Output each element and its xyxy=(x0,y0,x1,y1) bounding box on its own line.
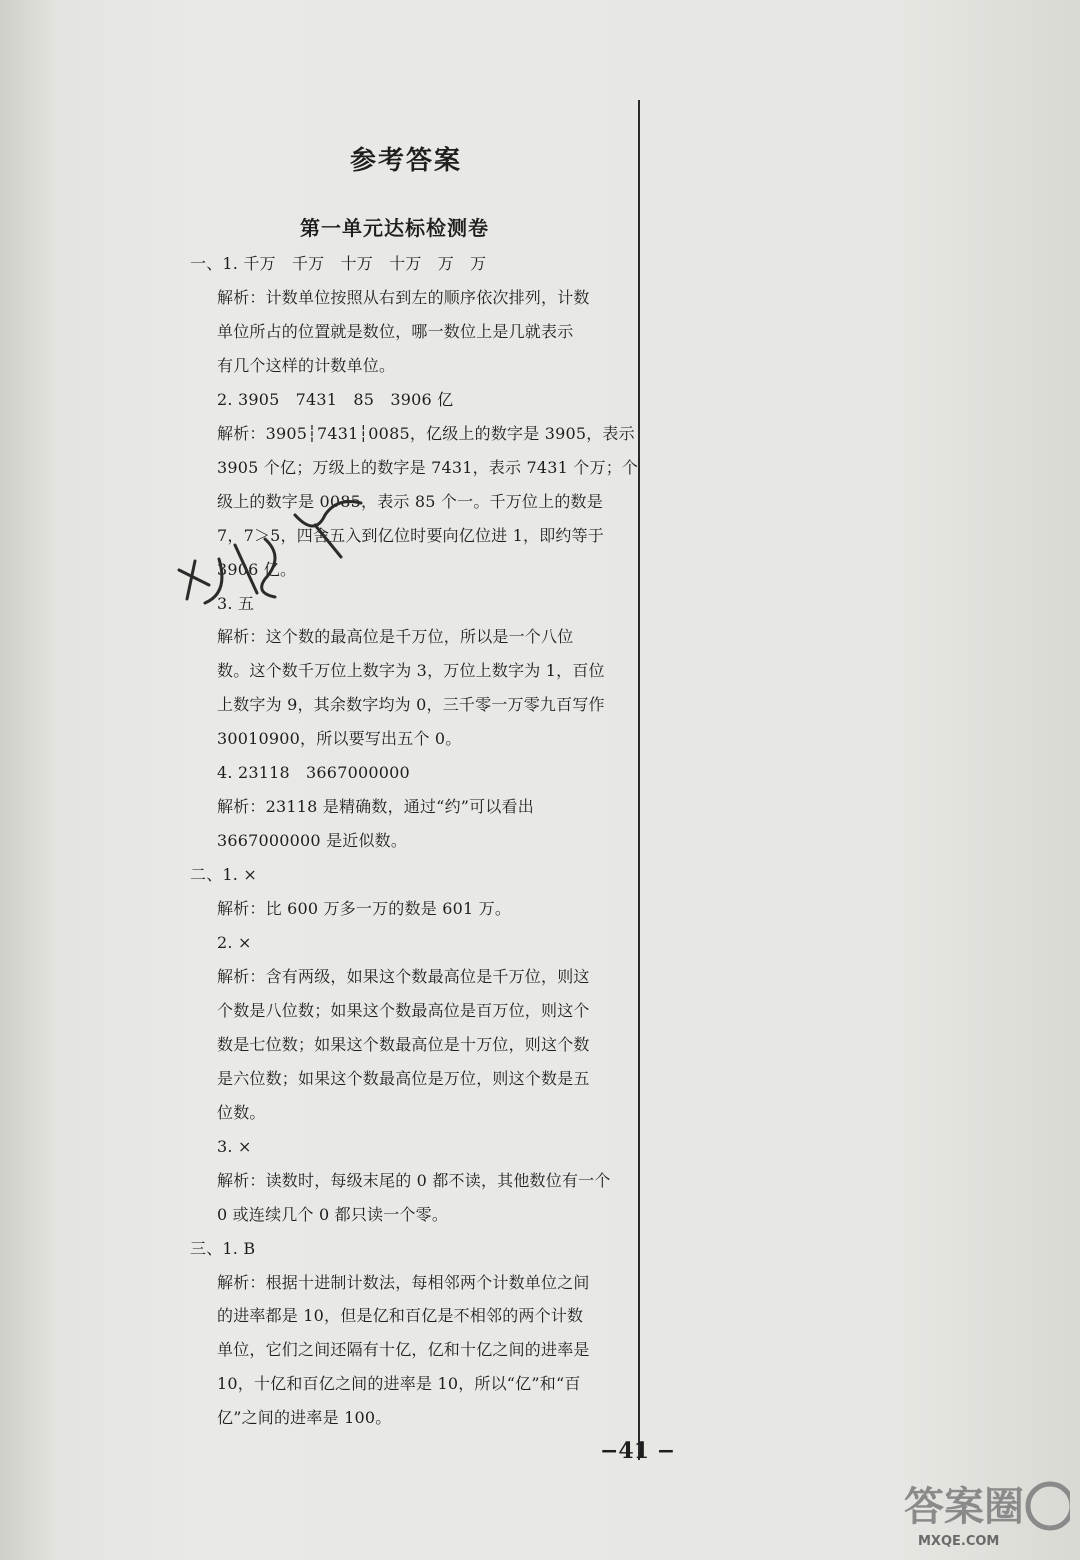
text-line: 是六位数；如果这个数最高位是万位，则这个数是五 xyxy=(217,1069,590,1088)
text-line: 位数。 xyxy=(217,1103,266,1122)
page-title: 参考答案 xyxy=(350,146,463,176)
handwriting-scribble xyxy=(165,475,395,615)
text-line: 3667000000 是近似数。 xyxy=(217,831,408,850)
text-line: 3905 个亿；万级上的数字是 7431，表示 7431 个万；个 xyxy=(217,458,639,477)
watermark-url: MXQE.COM xyxy=(918,1534,1000,1549)
text-line: 2. × xyxy=(217,933,252,952)
text-line: 10，十亿和百亿之间的进率是 10，所以“亿”和“百 xyxy=(217,1374,581,1393)
text-line: 亿”之间的进率是 100。 xyxy=(217,1408,392,1427)
text-line: 解析：计数单位按照从右到左的顺序依次排列，计数 xyxy=(217,288,590,307)
text-line: 2. 3905 7431 85 3906 亿 xyxy=(217,390,454,409)
text-line: 个数是八位数；如果这个数最高位是百万位，则这个 xyxy=(217,1001,590,1020)
unit-title: 第一单元达标检测卷 xyxy=(300,216,489,240)
text-line: 单位，它们之间还隔有十亿，亿和十亿之间的进率是 xyxy=(217,1340,590,1359)
text-line: 三、1. B xyxy=(190,1239,256,1258)
text-line: 7，7＞5，四舍五入到亿位时要向亿位进 1，即约等于 xyxy=(217,526,605,545)
text-line: 上数字为 9，其余数字均为 0，三千零一万零九百写作 xyxy=(217,695,605,714)
text-line: 3. 五 xyxy=(217,594,255,613)
text-line: 二、1. × xyxy=(190,865,257,884)
text-line: 一、1. 千万 千万 十万 十万 万 万 xyxy=(190,254,487,273)
text-line: 有几个这样的计数单位。 xyxy=(217,356,396,375)
text-line: 0 或连续几个 0 都只读一个零。 xyxy=(217,1205,449,1224)
svg-text:答案圈: 答案圈 xyxy=(904,1484,1024,1530)
text-line: 单位所占的位置就是数位，哪一数位上是几就表示 xyxy=(217,322,574,341)
text-line: 解析：这个数的最高位是千万位，所以是一个八位 xyxy=(217,627,574,646)
text-line: 级上的数字是 0085，表示 85 个一。千万位上的数是 xyxy=(217,492,603,511)
watermark-logo xyxy=(900,1480,1070,1536)
text-line: 3. × xyxy=(217,1137,252,1156)
text-line: 解析：3905┆7431┆0085，亿级上的数字是 3905，表示 xyxy=(217,424,635,443)
text-line: 解析：根据十进制计数法，每相邻两个计数单位之间 xyxy=(217,1273,590,1292)
text-line: 数。这个数千万位上数字为 3，万位上数字为 1，百位 xyxy=(217,661,605,680)
text-line: 解析：含有两级，如果这个数最高位是千万位，则这 xyxy=(217,967,590,986)
page-number: −41 − xyxy=(600,1438,676,1464)
text-line: 4. 23118 3667000000 xyxy=(217,763,410,782)
text-line: 3906 亿。 xyxy=(217,560,297,579)
text-line: 30010900，所以要写出五个 0。 xyxy=(217,729,462,748)
text-line: 解析：23118 是精确数，通过“约”可以看出 xyxy=(217,797,534,816)
text-line: 解析：读数时，每级末尾的 0 都不读，其他数位有一个 xyxy=(217,1171,611,1190)
column-divider xyxy=(638,100,640,1460)
text-line: 解析：比 600 万多一万的数是 601 万。 xyxy=(217,899,512,918)
text-line: 的进率都是 10，但是亿和百亿是不相邻的两个计数 xyxy=(217,1306,584,1325)
text-line: 数是七位数；如果这个数最高位是十万位，则这个数 xyxy=(217,1035,590,1054)
